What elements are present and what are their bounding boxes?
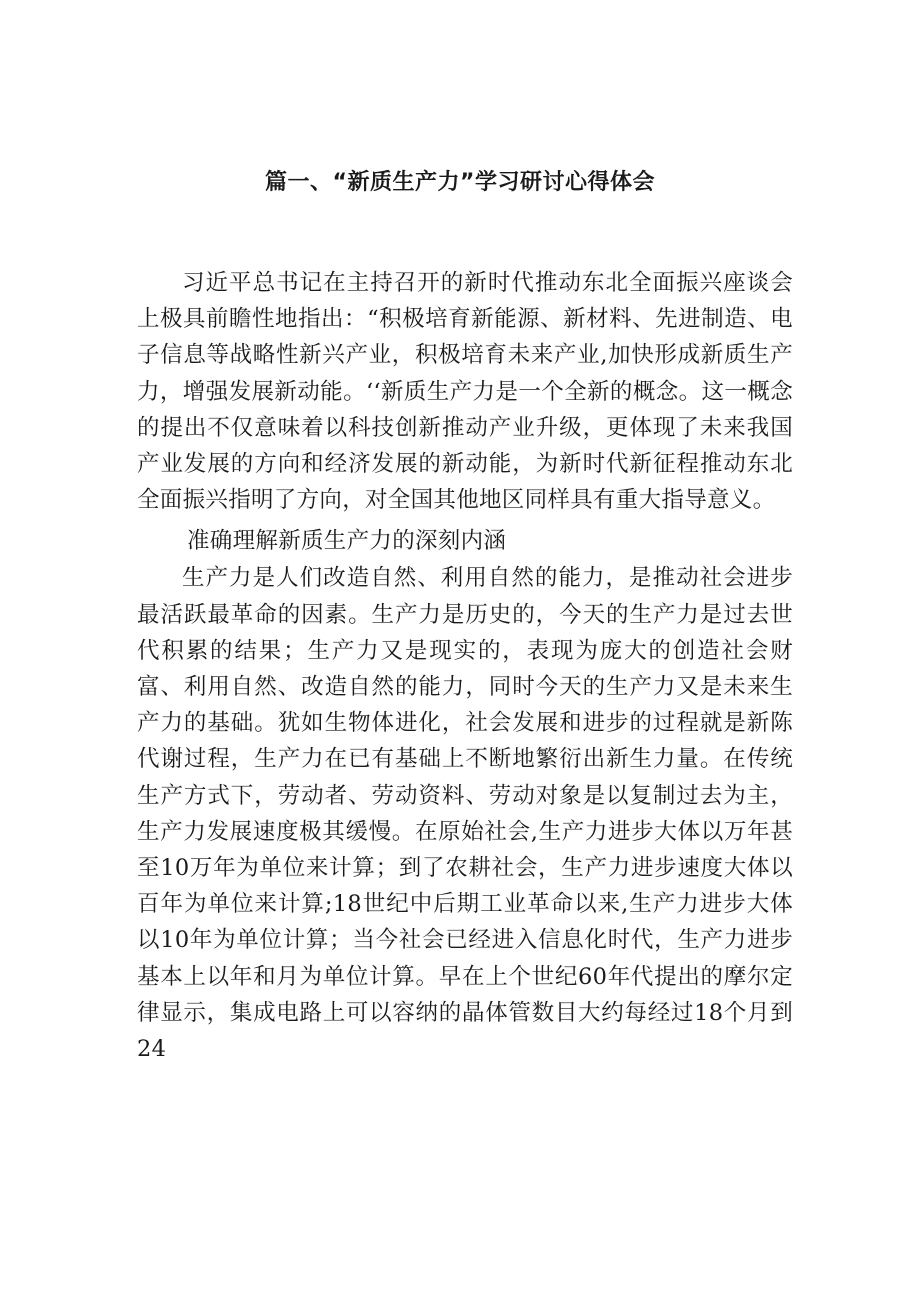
document-body xyxy=(137,265,793,1067)
document-title: 篇一、“新质生产力”学习研讨心得体会 xyxy=(265,170,655,195)
paragraph-productivity: 生产力是人们改造自然、利用自然的能力，是推动社会进步最活跃最革命的因素。生产力是历史的，今天的生产力是过去世代积累的结果；生产力又是现实的，表现为庞大的创造社会财富、利用自然、改造自然的能力，同时今天的生产力又是未来生产力的基础。犹如生物体进化，社会发展和进步的过程就是新陈代谢过程，生产力在已有基础上不断地繁衍出新生力量。在传统生产方式下，劳动者、劳动资料、劳动对象是以复制过去为主，生产力发展速度极其缓慢。在原始社会,生产力进步大体以万年甚至10万年为单位来计算；到了农耕社会，生产力进步速度大体以百年为单位来计算;18世纪中后期工业革命以来,生产力进步大体以10年为单位计算；当今社会已经进入信息化时代，生产力进步基本上以年和月为单位计算。早在上个世纪60年代提出的摩尔定律显示，集成电路上可以容纳的晶体管数目大约每经过18个月到24 xyxy=(137,565,793,1063)
paragraph-intro: 习近平总书记在主持召开的新时代推动东北全面振兴座谈会上极具前瞻性地指出：“积极培育新能源、新材料、先进制造、电子信息等战略性新兴产业，积极培育未来产业,加快形成新质生产力，增强发展新动能。‘‘新质生产力是一个全新的概念。这一概念的提出不仅意味着以科技创新推动产业升级，更体现了未来我国产业发展的方向和经济发展的新动能，为新时代新征程推动东北全面振兴指明了方向，对全国其他地区同样具有重大指导意义。 xyxy=(137,270,793,514)
section-heading: 准确理解新质生产力的深刻内涵 xyxy=(187,528,507,555)
